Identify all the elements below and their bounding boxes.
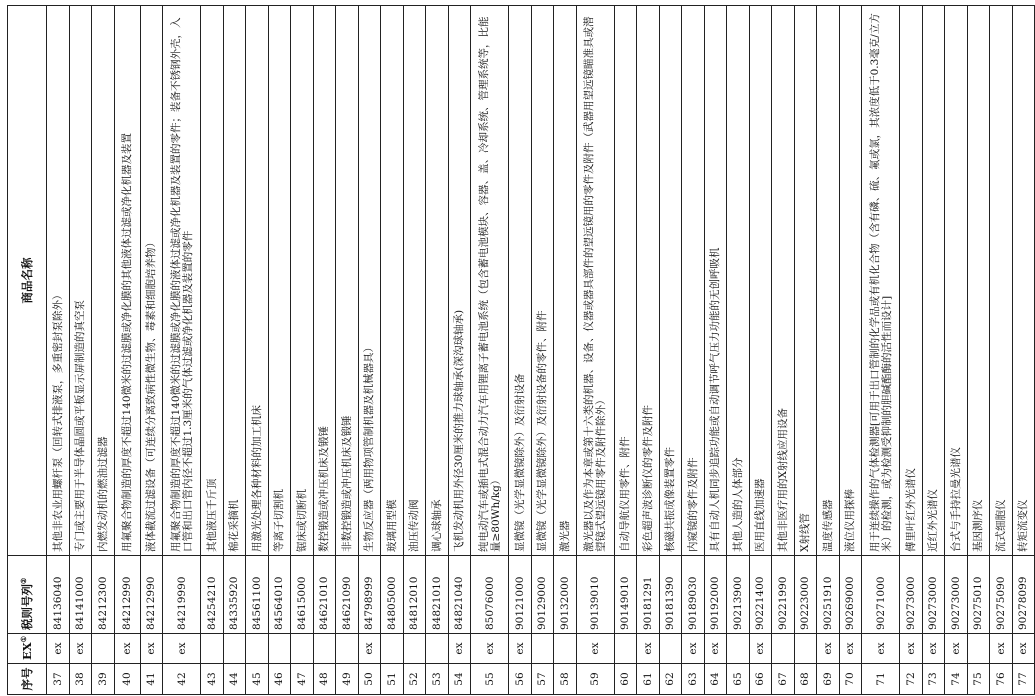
- row-ex: [403, 634, 426, 664]
- row-seq: 73: [922, 664, 945, 695]
- row-tariff-code: 84212300: [92, 556, 115, 634]
- row-tariff-code: 84821010: [426, 556, 449, 634]
- table-row: [426, 6, 449, 695]
- row-tariff-code: 84561100: [246, 556, 269, 634]
- row-ex: [381, 634, 404, 664]
- row-ex: ex: [862, 634, 900, 664]
- row-tariff-code: 84219990: [163, 556, 201, 634]
- row-ex: [246, 634, 269, 664]
- row-seq: 44: [223, 664, 246, 695]
- row-ex: [92, 634, 115, 664]
- table-body: [47, 6, 1035, 695]
- row-tariff-code: 84212990: [114, 556, 140, 634]
- row-tariff-code: 90181291: [637, 556, 660, 634]
- row-seq: 49: [336, 664, 359, 695]
- row-commodity-name: 调心球轴承: [426, 6, 449, 556]
- row-ex: [201, 634, 224, 664]
- table-row: [92, 6, 115, 695]
- row-seq: 42: [163, 664, 201, 695]
- row-commodity-name: 傅里叶红外光谱仪: [900, 6, 923, 556]
- row-tariff-code: 84798999: [358, 556, 381, 634]
- row-tariff-code: 84615000: [291, 556, 314, 634]
- table-row: [614, 6, 637, 695]
- row-seq: 39: [92, 664, 115, 695]
- row-seq: 50: [358, 664, 381, 695]
- row-commodity-name: 显微镜（光学显微镜除外）及衍射设备的零件、附件: [531, 6, 554, 556]
- row-tariff-code: 84564010: [268, 556, 291, 634]
- row-commodity-name: 内燃发动机的燃油过滤器: [92, 6, 115, 556]
- table-row: [358, 6, 381, 695]
- row-tariff-code: 85076000: [471, 556, 509, 634]
- table-row: [291, 6, 314, 695]
- row-ex: [659, 634, 682, 664]
- row-ex: ex: [140, 634, 163, 664]
- row-tariff-code: 90213900: [727, 556, 750, 634]
- table-row: [862, 6, 900, 695]
- row-seq: 58: [554, 664, 577, 695]
- row-ex: ex: [945, 634, 968, 664]
- table-row: [839, 6, 862, 695]
- row-commodity-name: 内窥镜的零件及附件: [682, 6, 705, 556]
- row-seq: 61: [637, 664, 660, 695]
- row-seq: 41: [140, 664, 163, 695]
- header-commodity-name: 商品名称: [8, 6, 47, 556]
- row-commodity-name: 显微镜（光学显微镜除外）及衍射设备: [509, 6, 532, 556]
- row-ex: ex: [839, 634, 862, 664]
- row-seq: 56: [509, 664, 532, 695]
- table-row: [403, 6, 426, 695]
- row-ex: ex: [47, 634, 70, 664]
- row-tariff-code: 90273000: [900, 556, 923, 634]
- row-seq: 54: [448, 664, 471, 695]
- row-commodity-name: 具有自动人机同步追踪功能或自动调节呼气压力功能的无创呼吸机: [704, 6, 727, 556]
- row-ex: [268, 634, 291, 664]
- row-ex: ex: [576, 634, 614, 664]
- table-row: [637, 6, 660, 695]
- row-tariff-code: 90221990: [772, 556, 795, 634]
- table-row: [223, 6, 246, 695]
- row-commodity-name: 数控锻造或冲压机床及锻锤: [313, 6, 336, 556]
- row-seq: 53: [426, 664, 449, 695]
- row-ex: ex: [817, 634, 840, 664]
- row-tariff-code: 84141000: [69, 556, 92, 634]
- row-ex: [772, 634, 795, 664]
- table-row: [47, 6, 70, 695]
- row-ex: ex: [749, 634, 772, 664]
- row-seq: 37: [47, 664, 70, 695]
- row-tariff-code: 84621090: [336, 556, 359, 634]
- row-ex: ex: [704, 634, 727, 664]
- row-tariff-code: 90149010: [614, 556, 637, 634]
- row-commodity-name: 用于连续操作的气体检测器[可用于出口管制的化学品或有机化合物（含有磷、硫、氟或氯，其浓度低于0.3毫克/立方米）的检测，或为检测受抑制的胆碱酯酶的活性而设计]: [862, 6, 900, 556]
- table-row: [163, 6, 201, 695]
- row-commodity-name: 其他非医疗用的X射线应用设备: [772, 6, 795, 556]
- row-seq: 48: [313, 664, 336, 695]
- row-ex: ex: [509, 634, 532, 664]
- table-row: [1012, 6, 1035, 695]
- row-seq: 70: [839, 664, 862, 695]
- row-seq: 45: [246, 664, 269, 695]
- row-commodity-name: 生物反应器（两用物项管制机器及机械器具）: [358, 6, 381, 556]
- row-seq: 52: [403, 664, 426, 695]
- table-row: [313, 6, 336, 695]
- row-seq: 59: [576, 664, 614, 695]
- row-commodity-name: 核磁共振成像装置零件: [659, 6, 682, 556]
- row-commodity-name: 温度传感器: [817, 6, 840, 556]
- row-ex: [426, 634, 449, 664]
- table-row: [749, 6, 772, 695]
- row-tariff-code: 84621010: [313, 556, 336, 634]
- table-row: [381, 6, 404, 695]
- row-commodity-name: 专门或主要用于半导体晶圆或平板显示屏制造的真空泵: [69, 6, 92, 556]
- row-seq: 75: [967, 664, 990, 695]
- row-commodity-name: 基因测序仪: [967, 6, 990, 556]
- row-commodity-name: 其他人造的人体部分: [727, 6, 750, 556]
- row-commodity-name: 自动导航仪用零件、附件: [614, 6, 637, 556]
- row-tariff-code: 84254210: [201, 556, 224, 634]
- table-row: [727, 6, 750, 695]
- row-ex: ex: [448, 634, 471, 664]
- row-tariff-code: 90278099: [1012, 556, 1035, 634]
- row-commodity-name: 用激光处理各种材料的加工机床: [246, 6, 269, 556]
- row-ex: ex: [637, 634, 660, 664]
- table-row: [246, 6, 269, 695]
- row-seq: 65: [727, 664, 750, 695]
- row-seq: 60: [614, 664, 637, 695]
- row-ex: [531, 634, 554, 664]
- row-tariff-code: 84812010: [403, 556, 426, 634]
- row-commodity-name: 其他液压千斤顶: [201, 6, 224, 556]
- row-seq: 55: [471, 664, 509, 695]
- table-row: [967, 6, 990, 695]
- row-commodity-name: 飞机发动机用外径30厘米的推力球轴承(深沟球轴承): [448, 6, 471, 556]
- header-ex: EX①: [8, 634, 47, 664]
- table-row: [900, 6, 923, 695]
- row-seq: 74: [945, 664, 968, 695]
- row-seq: 57: [531, 664, 554, 695]
- row-seq: 63: [682, 664, 705, 695]
- row-tariff-code: 90139010: [576, 556, 614, 634]
- table-row: [659, 6, 682, 695]
- table-row: [990, 6, 1013, 695]
- row-seq: 51: [381, 664, 404, 695]
- table-row: [576, 6, 614, 695]
- row-seq: 62: [659, 664, 682, 695]
- table-row: [140, 6, 163, 695]
- row-commodity-name: 液体截流过滤设备（可连续分离致病性微生物、毒素和细胞培养物）: [140, 6, 163, 556]
- row-commodity-name: 非数控锻造或冲压机床及锻锤: [336, 6, 359, 556]
- row-seq: 47: [291, 664, 314, 695]
- row-tariff-code: 84335920: [223, 556, 246, 634]
- row-seq: 43: [201, 664, 224, 695]
- row-ex: [554, 634, 577, 664]
- row-tariff-code: 90273000: [945, 556, 968, 634]
- row-seq: 72: [900, 664, 923, 695]
- row-tariff-code: 90181390: [659, 556, 682, 634]
- row-commodity-name: 近红外光谱仪: [922, 6, 945, 556]
- header-seq: 序号: [8, 664, 47, 695]
- row-commodity-name: 油压传动阀: [403, 6, 426, 556]
- table-row: [794, 6, 817, 695]
- row-commodity-name: 棉花采摘机: [223, 6, 246, 556]
- table-row: [201, 6, 224, 695]
- row-tariff-code: 84805000: [381, 556, 404, 634]
- row-ex: [614, 634, 637, 664]
- row-commodity-name: 用氟聚合物制造的厚度不超过140微米的过滤膜或净化膜的其他液体过滤或净化机器及装置: [114, 6, 140, 556]
- row-commodity-name: 用氟聚合物制造的厚度不超过140微米的过滤膜或净化膜的液体过滤或净化机器及装置的零件；装备不锈钢外壳，入口管和出口管内径不超过1.3厘米的气体过滤或净化机器及装置的零件: [163, 6, 201, 556]
- row-ex: ex: [1012, 634, 1035, 664]
- table-row: [509, 6, 532, 695]
- row-ex: [336, 634, 359, 664]
- row-tariff-code: 90271000: [862, 556, 900, 634]
- table-row: [817, 6, 840, 695]
- row-commodity-name: 玻璃用型模: [381, 6, 404, 556]
- row-seq: 68: [794, 664, 817, 695]
- row-seq: 77: [1012, 664, 1035, 695]
- table-header: [8, 6, 47, 695]
- row-seq: 76: [990, 664, 1013, 695]
- row-tariff-code: 90192000: [704, 556, 727, 634]
- table-row: [772, 6, 795, 695]
- row-ex: ex: [471, 634, 509, 664]
- table-row: [448, 6, 471, 695]
- row-ex: ex: [922, 634, 945, 664]
- row-tariff-code: 84821040: [448, 556, 471, 634]
- row-ex: [313, 634, 336, 664]
- header-tariff-code: 税则号列②: [8, 556, 47, 634]
- row-commodity-name: 激光器以及作为本章或第十六类的机器、设备、仪器或器具部件的望远镜用的零件及附件（武器用望远镜瞄准具或潜望镜式望远镜用零件及附件除外）: [576, 6, 614, 556]
- table-row: [922, 6, 945, 695]
- table-row: [268, 6, 291, 695]
- table-row: [682, 6, 705, 695]
- row-tariff-code: 84212990: [140, 556, 163, 634]
- row-tariff-code: 90223000: [794, 556, 817, 634]
- row-tariff-code: 90221400: [749, 556, 772, 634]
- row-commodity-name: 台式与手持拉曼光谱仪: [945, 6, 968, 556]
- row-ex: [727, 634, 750, 664]
- row-commodity-name: 其他非农业用螺杆泵（回转式排液泵，多重密封泵除外）: [47, 6, 70, 556]
- row-tariff-code: 90269000: [839, 556, 862, 634]
- row-commodity-name: 彩色超声波诊断仪的零件及附件: [637, 6, 660, 556]
- row-commodity-name: X射线管: [794, 6, 817, 556]
- row-tariff-code: 90129000: [531, 556, 554, 634]
- row-tariff-code: 90273000: [922, 556, 945, 634]
- table-row: [114, 6, 140, 695]
- row-commodity-name: 转矩流变仪: [1012, 6, 1035, 556]
- table-row: [554, 6, 577, 695]
- row-ex: ex: [682, 634, 705, 664]
- row-tariff-code: 90189030: [682, 556, 705, 634]
- row-commodity-name: 液位仪用探棒: [839, 6, 862, 556]
- row-commodity-name: 等离子切割机: [268, 6, 291, 556]
- row-ex: ex: [114, 634, 140, 664]
- row-seq: 71: [862, 664, 900, 695]
- row-seq: 46: [268, 664, 291, 695]
- row-ex: ex: [990, 634, 1013, 664]
- row-seq: 38: [69, 664, 92, 695]
- row-seq: 66: [749, 664, 772, 695]
- table-row: [336, 6, 359, 695]
- row-tariff-code: 90132000: [554, 556, 577, 634]
- row-commodity-name: 激光器: [554, 6, 577, 556]
- row-commodity-name: 流式细胞仪: [990, 6, 1013, 556]
- table-row: [945, 6, 968, 695]
- table-row: [531, 6, 554, 695]
- row-tariff-code: 90275010: [967, 556, 990, 634]
- row-commodity-name: 锯床或切断机: [291, 6, 314, 556]
- row-ex: [223, 634, 246, 664]
- row-ex: [291, 634, 314, 664]
- row-ex: ex: [69, 634, 92, 664]
- row-seq: 69: [817, 664, 840, 695]
- table-row: [69, 6, 92, 695]
- row-commodity-name: 纯电动汽车或插电式混合动力汽车用锂离子蓄电池系统（包含蓄电池模块、容器、盖、冷却系统、管理系统等，比能量≥80Wh/kg）: [471, 6, 509, 556]
- row-tariff-code: 90251910: [817, 556, 840, 634]
- row-tariff-code: 90121000: [509, 556, 532, 634]
- row-ex: ex: [358, 634, 381, 664]
- row-commodity-name: 医用直线加速器: [749, 6, 772, 556]
- table-row: [471, 6, 509, 695]
- row-tariff-code: 90275090: [990, 556, 1013, 634]
- commodity-table: [7, 5, 1035, 695]
- row-ex: [967, 634, 990, 664]
- row-ex: ex: [900, 634, 923, 664]
- row-seq: 64: [704, 664, 727, 695]
- row-seq: 67: [772, 664, 795, 695]
- row-ex: ex: [163, 634, 201, 664]
- row-seq: 40: [114, 664, 140, 695]
- table-row: [704, 6, 727, 695]
- row-ex: [794, 634, 817, 664]
- row-tariff-code: 84136040: [47, 556, 70, 634]
